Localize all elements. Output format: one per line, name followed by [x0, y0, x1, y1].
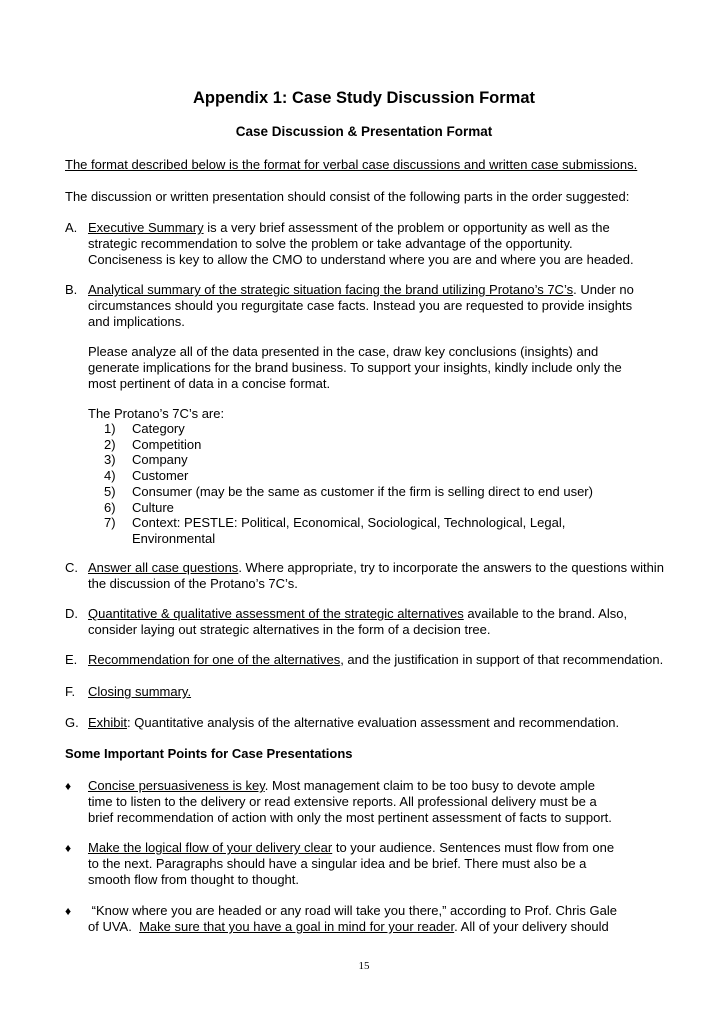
paragraph-line: Please analyze all of the data presented in the case, draw key conclusions (insights) and — [88, 344, 599, 359]
section-e — [65, 652, 715, 668]
point-3-text: of UVA. — [88, 919, 140, 934]
section-b-paragraph — [88, 344, 688, 392]
list-text: Environmental — [132, 530, 216, 546]
section-b — [65, 282, 715, 330]
section-b-heading: Analytical summary of the strategic situation facing the brand utilizing Protano’s 7C’s — [88, 282, 574, 297]
section-c-text: . Where appropriate, try to incorporate the answers to the questions within — [238, 560, 664, 575]
point-2-text: smooth flow from thought to thought. — [88, 872, 300, 887]
point-3-text: . All of your delivery should — [454, 919, 609, 934]
list-text: Culture — [132, 499, 174, 515]
diamond-bullet-icon: ♦ — [65, 779, 72, 793]
list-item — [104, 437, 624, 453]
point-1 — [65, 778, 715, 826]
list-item — [104, 484, 624, 500]
section-d — [65, 606, 715, 638]
section-e-text: , and the justification in support of that recommendation. — [340, 652, 664, 667]
diamond-bullet-icon: ♦ — [65, 904, 72, 918]
point-2-text: to the next. Paragraphs should have a singular idea and be brief. There must also be a — [88, 856, 587, 871]
list-number: 5) — [104, 483, 116, 499]
section-a — [65, 220, 715, 268]
diamond-bullet-icon: ♦ — [65, 841, 72, 855]
section-f-heading: Closing summary. — [88, 684, 192, 699]
point-1-text: brief recommendation of action with only the most pertinent assessment of facts to support. — [88, 810, 612, 825]
list-number: 2) — [104, 436, 116, 452]
section-a-text: strategic recommendation to solve the problem or take advantage of the opportunity. — [88, 236, 573, 251]
section-b-text: circumstances should you regurgitate case facts. Instead you are requested to provide insights — [88, 298, 633, 313]
list-text: Context: PESTLE: Political, Economical, Sociological, Technological, Legal, — [132, 515, 566, 531]
list-item — [104, 500, 624, 516]
point-1-text: time to listen to the delivery or read extensive reports. All professional delivery must be a — [88, 794, 597, 809]
point-1-heading: Concise persuasiveness is key — [88, 778, 265, 793]
point-2-heading: Make the logical flow of your delivery clear — [88, 840, 333, 855]
list-item — [104, 468, 624, 484]
section-g-heading: Exhibit — [88, 715, 128, 730]
list-text: Category — [132, 421, 185, 436]
point-3-heading: Make sure that you have a goal in mind for your reader — [139, 919, 455, 934]
section-d-text: available to the brand. Also, — [463, 606, 628, 621]
list-text: Customer — [132, 468, 189, 484]
section-b-label: B. — [65, 282, 78, 297]
intro-format-line: The format described below is the format for verbal case discussions and written case submissions. — [65, 157, 638, 172]
section-d-text: consider laying out strategic alternatives in the form of a decision tree. — [88, 622, 491, 637]
section-c-heading: Answer all case questions — [88, 560, 239, 575]
point-3 — [65, 903, 715, 935]
page-number: 15 — [358, 960, 370, 972]
list-item — [104, 515, 624, 531]
section-a-text: is a very brief assessment of the problem or opportunity as well as the — [203, 220, 610, 235]
intro-parts-line: The discussion or written presentation should consist of the following parts in the order suggested: — [65, 189, 630, 204]
section-b-text: and implications. — [88, 314, 185, 329]
seven-cs-intro: The Protano’s 7C’s are: — [88, 406, 225, 421]
points-heading: Some Important Points for Case Presentations — [65, 746, 353, 761]
list-number: 1) — [104, 421, 116, 436]
seven-cs-list — [104, 421, 624, 547]
point-2 — [65, 840, 715, 888]
point-2-text: to your audience. Sentences must flow from one — [332, 840, 615, 855]
section-g-label: G. — [65, 715, 79, 730]
list-number: 4) — [104, 468, 116, 484]
section-c — [65, 560, 715, 592]
page-title: Appendix 1: Case Study Discussion Format — [193, 89, 535, 107]
section-g-text: : Quantitative analysis of the alternative evaluation assessment and recommendation. — [127, 715, 620, 730]
section-b-text: . Under no — [573, 282, 634, 297]
list-text: Competition — [132, 436, 202, 452]
list-number: 7) — [104, 515, 116, 531]
list-number: 3) — [104, 452, 116, 468]
section-f-label: F. — [65, 684, 76, 699]
section-e-heading: Recommendation for one of the alternatives — [88, 652, 341, 667]
section-c-label: C. — [65, 560, 78, 575]
list-item — [104, 421, 624, 437]
section-f — [65, 684, 715, 700]
list-item — [104, 452, 624, 468]
page-subtitle: Case Discussion & Presentation Format — [235, 124, 493, 139]
paragraph-line: most pertinent of data in a concise format. — [88, 376, 331, 391]
section-a-label: A. — [65, 220, 78, 235]
list-item-continuation — [104, 531, 624, 547]
point-3-text: “Know where you are headed or any road will take you there,” according to Prof. Chris Gale — [88, 903, 617, 918]
section-g — [65, 715, 715, 731]
section-d-label: D. — [65, 606, 78, 621]
point-1-text: . Most management claim to be too busy to devote ample — [264, 778, 596, 793]
section-d-heading: Quantitative & qualitative assessment of the strategic alternatives — [88, 606, 464, 621]
section-a-text: Conciseness is key to allow the CMO to understand where you are and where you are headed. — [88, 252, 634, 267]
list-text: Company — [132, 452, 188, 468]
section-a-heading: Executive Summary — [88, 220, 204, 235]
list-number: 6) — [104, 499, 116, 515]
paragraph-line: generate implications for the brand business. To support your insights, kindly include only the — [88, 360, 622, 375]
section-c-text: the discussion of the Protano’s 7C’s. — [88, 576, 298, 591]
list-text: Consumer (may be the same as customer if the firm is selling direct to end user) — [132, 483, 593, 499]
section-e-label: E. — [65, 652, 78, 667]
